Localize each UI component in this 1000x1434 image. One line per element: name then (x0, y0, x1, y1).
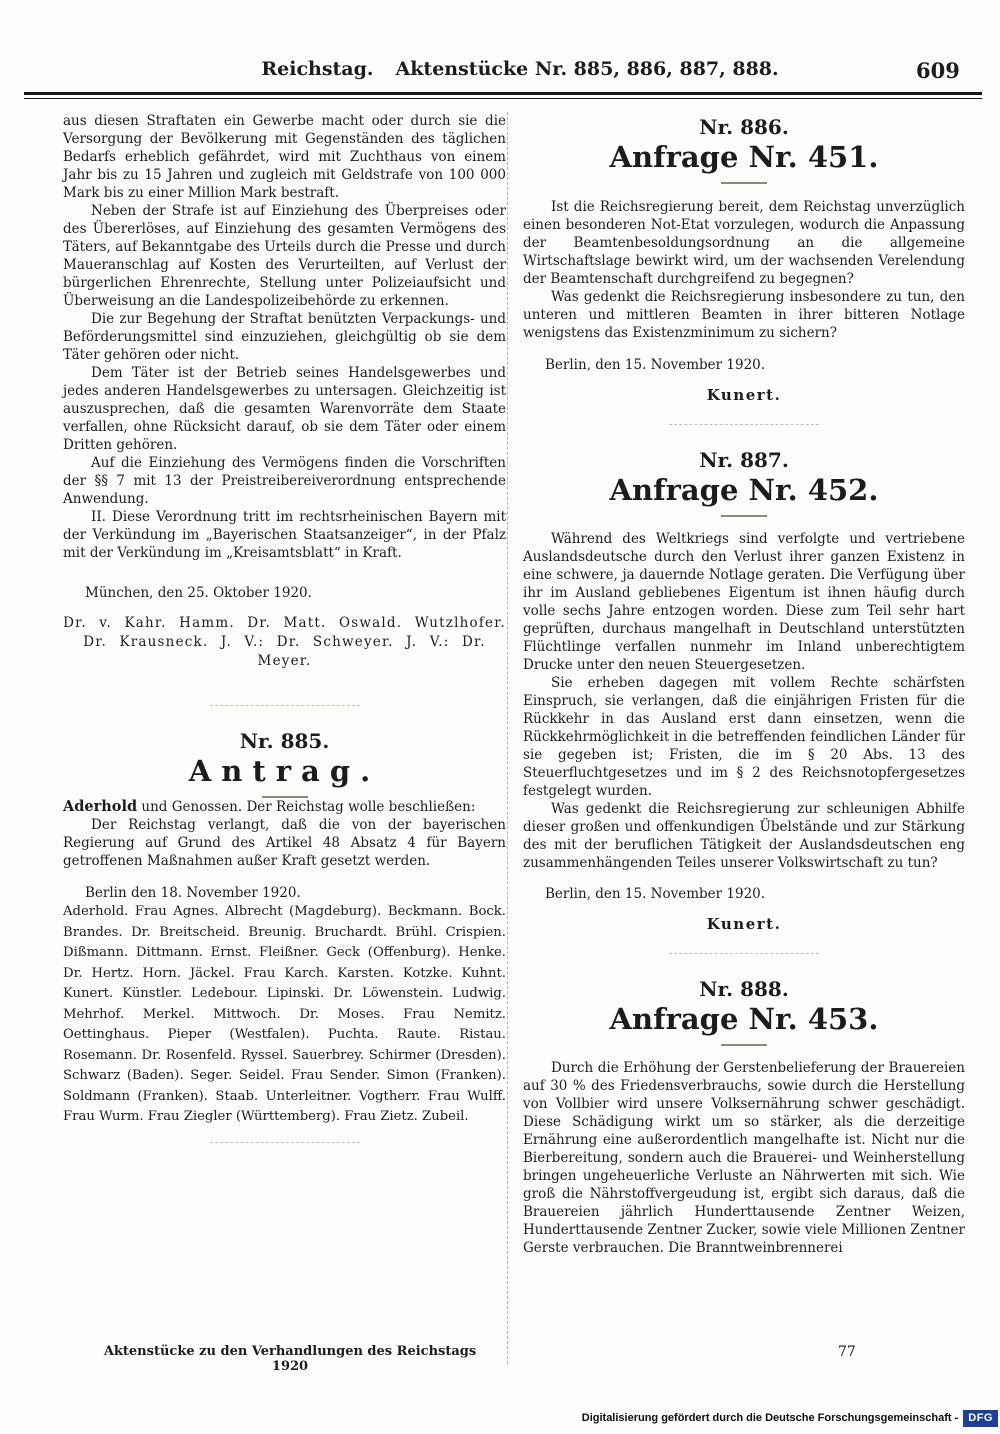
digitization-credit-text: Digitalisierung gefördert durch die Deutsche Forschungsgemeinschaft - (581, 1412, 959, 1424)
sponsor-line (63, 798, 506, 816)
section-number: Nr. 888. (699, 977, 789, 1001)
date-line: Berlin, den 15. November 1920. (545, 357, 766, 373)
paragraph: Die zur Begehung der Straftat benützten Verpackungs- und Beförderungsmittel sind einzuziehen, gleichgültig ob sie dem Täter gehören oder nicht. (63, 311, 506, 363)
sheet-number: 77 (838, 1344, 856, 1360)
signature-name: Kunert. (706, 386, 782, 404)
section-divider (210, 705, 360, 706)
paragraph: Auf die Einziehung des Vermögens finden die Vorschriften der §§ 7 mit 13 der Preistreibereiverordnung entsprechende Anwendung. (63, 455, 506, 507)
paragraph: Während des Weltkriegs sind verfolgte und vertriebene Auslandsdeutsche durch den Verlust ihrer ganzen Existenz in eine schwere, ja dauernde Notlage geraten. Die Verfügung über ihr im Ausland gebliebenes Eigentum ist ihnen häufig durch volle sechs Jahre entzogen worden. Diese zum Teil sehr hart geprüften, durchaus mangelhaft in Deutschland unterstützten Flüchtlinge verfallen nunmehr im Inland unberechtigtem Drucke unter den neuen Steuergesetzen. (523, 531, 965, 673)
signature-name: Kunert. (706, 915, 782, 933)
motion-text: Der Reichstag verlangt, daß die von der bayerischen Regierung auf Grund des Artikel 48 Absatz 4 für Bayern getroffenen Maßnahmen außer Kraft gesetzt werden. (63, 817, 506, 869)
paragraph: Neben der Strafe ist auf Einziehung des Überpreises oder des Übererlöses, auf Einziehung des gesamten Vermögens des Täters, auf Bekanntgabe des Urteils durch die Presse und durch Maueranschlag auf Kosten des Verurteilten, auf Verlust der bürgerlichen Ehrenrechte, Stellung unter Polizeiaufsicht und Überweisung an die Landespolizeibehörde zu erkennen. (63, 203, 506, 309)
paragraph: Durch die Erhöhung der Gerstenbelieferung der Brauereien auf 30 % des Friedensverbrauchs, sowie durch die Herstellung von Vollbier wird unsere Volksernährung schwer geschädigt. Diese Schädigung wirkt um so stärker, als die derzeitige Ernährung eine außerordentlich mangelhafte ist. Nicht nur die Bierbereitung, sondern auch die Brauerei- und Weinherstellung bringen ungeheuerliche Verluste an Nährwerten mit sich. Wie groß die Nährstoffvergeudung ist, ergibt sich daraus, daß die Brauereien jährlich Hunderttausende Zentner Weizen, Hunderttausende Zentner Zucker, sowie viele Millionen Zentner Gerste verbrauchen. Die Branntweinbrennerei (523, 1060, 965, 1256)
section-title: Anfrage Nr. 453. (609, 1002, 879, 1036)
digitization-credit-bar (582, 1407, 998, 1429)
paragraph: Ist die Reichsregierung bereit, dem Reichstag unverzüglich einen besonderen Not-Etat vorzulegen, wodurch die Anpassung der Beamtenbesoldungsordnung an die allgemeine Wirtschaftslage bewirkt wird, um der wachsenden Verelendung der Beamtenschaft durchgreifend zu begegnen? (523, 199, 965, 287)
section-title: Antrag. (188, 754, 381, 788)
section-number: Nr. 887. (699, 448, 789, 472)
page-number: 609 (916, 58, 960, 83)
paragraph: Dem Täter ist der Betrieb seines Handelsgewerbes und jedes anderen Handelsgewerbes zu untersagen. Gleichzeitig ist auszusprechen, daß die gesamten Warenvorräte dem Staate verfallen, ohne Rücksicht darauf, ob sie dem Täter oder einem Dritten gehören. (63, 365, 506, 453)
running-head-left: Reichstag. (261, 58, 374, 80)
paragraph: Was gedenkt die Reichsregierung insbesondere zu tun, den unteren und mittleren Beamten in ihrer bitteren Notlage wenigstens das Existenzminimum zu sichern? (523, 289, 965, 341)
section-divider (669, 424, 819, 425)
section-number: Nr. 885. (239, 729, 330, 753)
header-rule (24, 92, 982, 99)
sponsor-rest: und Genossen. Der Reichstag wolle beschließen: (137, 799, 476, 815)
date-line: Berlin den 18. November 1920. (85, 885, 301, 901)
section-title: Anfrage Nr. 452. (609, 473, 879, 507)
paragraph: aus diesen Straftaten ein Gewerbe macht oder durch sie die Versorgung der Bevölkerung mit Gegenständen des täglichen Bedarfs erheblich gefährdet, wird mit Zuchthaus von einem Jahr bis zu 15 Jahren und zugleich mit Geldstrafe von 100 000 Mark bis zu einer Million Mark bestraft. (63, 113, 506, 201)
date-line: München, den 25. Oktober 1920. (85, 585, 312, 601)
sponsor-name: Aderhold (63, 798, 138, 815)
date-line: Berlin, den 15. November 1920. (545, 886, 766, 902)
paragraph: Was gedenkt die Reichsregierung zur schleunigen Abhilfe dieser großen und offenkundigen Übelstände und zur Stärkung des mit der beruflichen Tätigkeit der Auslandsdeutschen eng zusammenhängenden Teiles unserer Volkswirtschaft zu tun? (523, 801, 965, 871)
imprint-line: Aktenstücke zu den Verhandlungen des Reichstags 1920 (103, 1344, 477, 1374)
title-rule (721, 515, 767, 517)
column-divider (507, 112, 508, 1364)
signature-block: Dr. v. Kahr. Hamm. Dr. Matt. Oswald. Wutzlhofer. Dr. Krausneck. J. V.: Dr. Schweyer. J. V.: Dr. Meyer. (63, 615, 506, 669)
section-divider (669, 953, 819, 954)
dfg-logo: DFG (963, 1410, 998, 1427)
title-rule (721, 1044, 767, 1046)
paragraph: II. Diese Verordnung tritt im rechtsrheinischen Bayern mit der Verkündung im „Bayerischen Staatsanzeiger“, in der Pfalz mit der Verkündung im „Kreisamtsblatt“ in Kraft. (63, 509, 506, 561)
section-title: Anfrage Nr. 451. (609, 140, 879, 174)
running-head (200, 58, 840, 80)
section-divider (210, 1142, 360, 1143)
left-column (63, 112, 506, 1143)
right-column (523, 112, 965, 1257)
signatories-list: Aderhold. Frau Agnes. Albrecht (Magdeburg). Beckmann. Bock. Brandes. Dr. Breitscheid. Breunig. Bruchardt. Brühl. Crispien. Dißmann. Dittmann. Ernst. Fleißner. Geck (Offenburg). Henke. Dr. Hertz. Horn. Jäckel. Frau Karch. Karsten. Kotzke. Kuhnt. Kunert. Künstler. Ledebour. Lipinski. Dr. Löwenstein. Ludwig. Mehrhof. Merkel. Mittwoch. Dr. Moses. Frau Nemitz. Oettinghaus. Pieper (Westfalen). Puchta. Raute. Ristau. Rosemann. Dr. Rosenfeld. Ryssel. Sauerbrey. Schirmer (Dresden). Schwarz (Baden). Seger. Seidel. Frau Sender. Simon (Franken). Soldmann (Franken). Staab. Unterleitner. Vogtherr. Frau Wulff. Frau Wurm. Frau Ziegler (Württemberg). Frau Zietz. Zubeil. (63, 904, 506, 1124)
paragraph: Sie erheben dagegen mit vollem Rechte schärfsten Einspruch, sie verlangen, daß die einjährigen Fristen für die Rückkehr in das Ausland erst dann einsetzen, wenn die Rückkehrmöglichkeit in die betreffenden feindlichen Länder für sie gegeben ist; Fristen, die im § 20 Abs. 13 des Steuerfluchtgesetzes und im § 2 des Reichsnotopfergesetzes festgelegt wurden. (523, 675, 965, 799)
section-number: Nr. 886. (699, 115, 789, 139)
running-head-right: Aktenstücke Nr. 885, 886, 887, 888. (395, 58, 779, 80)
title-rule (721, 182, 767, 184)
